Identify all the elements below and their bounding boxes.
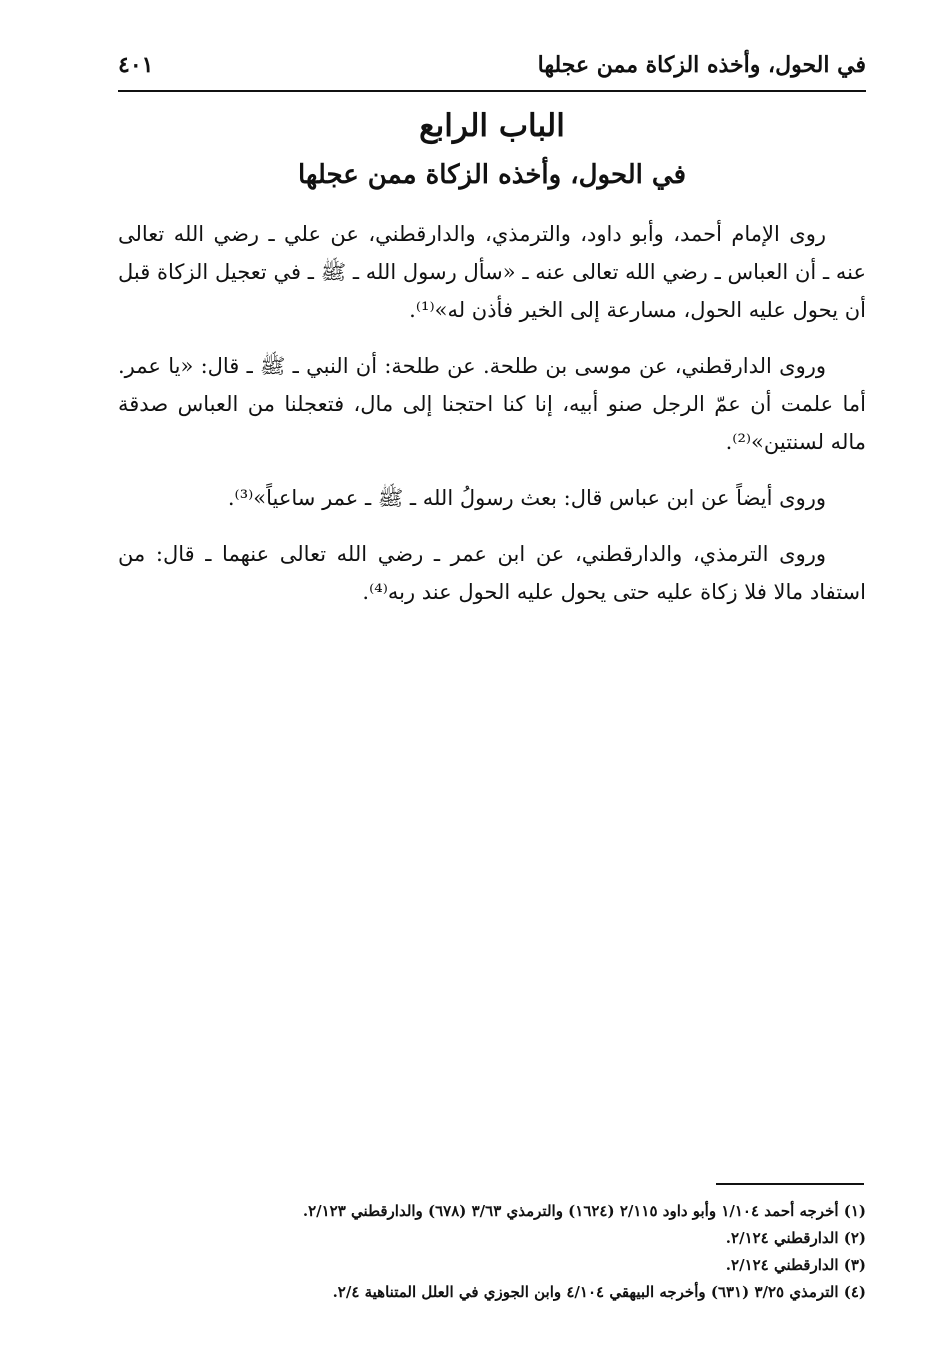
header-rule [118, 90, 866, 92]
footnote-1: (١) أخرجه أحمد ١/١٠٤ وأبو داود ٢/١١٥ (١٦٢٤) والترمذي ٣/٦٣ (٦٧٨) والدارقطني ٢/١٢٣. [302, 1202, 866, 1220]
footnote-3: (٣) الدارقطني ٢/١٢٤. [725, 1256, 866, 1274]
paragraph: وروى أيضاً عن ابن عباس قال: بعث رسولُ الله ـ ﷺ ـ عمر ساعياً»⁽³⁾. [227, 486, 826, 510]
chapter-title: الباب الرابع [419, 108, 565, 144]
body-text [118, 215, 866, 629]
running-header [118, 50, 866, 88]
paragraph: وروى الترمذي، والدارقطني، عن ابن عمر ـ رضي الله تعالى عنهما ـ قال: من استفاد مالا فلا زكاة عليه حتى يحول عليه الحول عند ربه⁽⁴⁾. [118, 542, 866, 604]
paragraph: وروى الدارقطني، عن موسى بن طلحة. عن طلحة: أن النبي ـ ﷺ ـ قال: «يا عمر. أما علمت أن عمّ الرجل صنو أبيه، إنا كنا احتجنا إلى مال، فتعجلنا من العباس صدقة ماله لسنتين»⁽²⁾. [118, 354, 866, 454]
footnotes [118, 1198, 866, 1306]
footnote-4: (٤) الترمذي ٣/٢٥ (٦٣١) وأخرجه البيهقي ٤/١٠٤ وابن الجوزي في العلل المتناهية ٢/٤. [332, 1283, 866, 1301]
running-title: في الحول، وأخذه الزكاة ممن عجلها [537, 52, 866, 78]
paragraph: روى الإمام أحمد، وأبو داود، والترمذي، والدارقطني، عن علي ـ رضي الله تعالى عنه ـ أن العباس ـ رضي الله تعالى عنه ـ «سأل رسول الله ـ ﷺ ـ في تعجيل الزكاة قبل أن يحول عليه الحول، مسارعة إلى الخير فأذن له»⁽¹⁾. [118, 222, 866, 322]
chapter-subtitle: في الحول، وأخذه الزكاة ممن عجلها [297, 160, 687, 190]
page-number: ٤٠١ [118, 52, 154, 78]
footnote-rule [716, 1183, 864, 1185]
footnote-2: (٢) الدارقطني ٢/١٢٤. [725, 1229, 866, 1247]
